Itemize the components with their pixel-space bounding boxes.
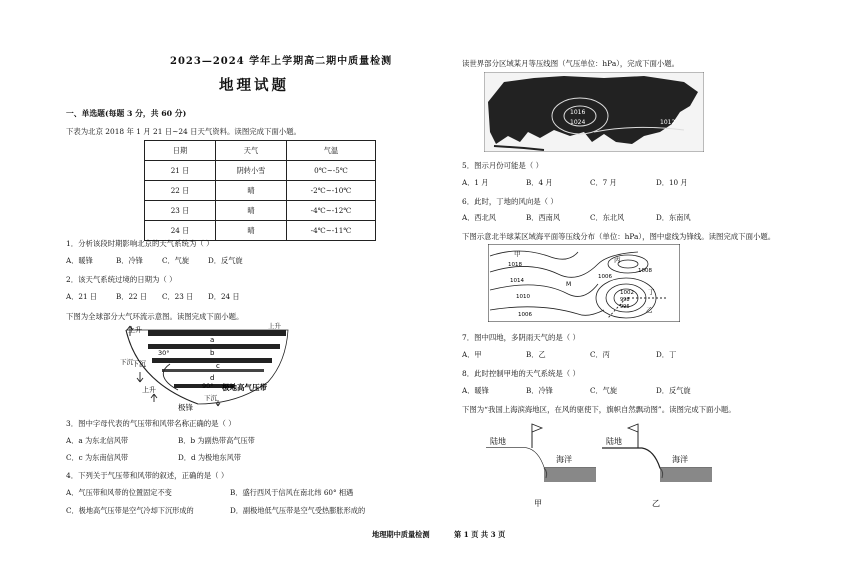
figure-label: 下沉 (204, 394, 217, 402)
map-label: 1006 (598, 274, 612, 280)
map-label: 乙 (646, 306, 653, 314)
map-label: 1002 (620, 290, 634, 296)
table-cell: 23 日 (145, 201, 216, 221)
option: B．冷锋 (526, 386, 553, 395)
coast-land-label: 陆地 (490, 437, 506, 446)
exam-title: 2023—2024 学年上学期高二期中质量检测 (170, 56, 393, 67)
coast-figure-yi (602, 420, 714, 510)
map-label: 1006 (518, 312, 532, 318)
isobar-map (484, 72, 704, 152)
option: D．d 为极地东风带 (178, 453, 241, 462)
figure-label: 90° (202, 382, 214, 390)
option: C．气旋 (162, 256, 190, 265)
option: B．乙 (526, 350, 546, 359)
option: D．东南风 (656, 213, 691, 222)
table-cell: -4℃~-12℃ (287, 201, 376, 221)
isobar-intro: 读世界部分区域某月等压线图（气压单位：hPa），完成下面小题。 (462, 59, 680, 68)
option: A．暖锋 (462, 386, 489, 395)
coast-intro: 下图为“我国上海滨海地区，在风的驱使下，旗帜自然飘动图”。读图完成下面小题。 (462, 405, 736, 414)
option: C．c 为东南信风带 (66, 453, 129, 462)
option: D．副极地低气压带是空气受热膨胀形成的 (230, 506, 366, 515)
table-cell: 0℃~-5℃ (287, 161, 376, 181)
question-2: 2．该天气系统过境的日期为（ ） (66, 275, 177, 284)
coast-figure-jia (486, 420, 598, 510)
option: D．10 月 (656, 178, 688, 187)
map-label: 丙 (614, 256, 621, 264)
circulation-figure (118, 322, 304, 412)
table-intro: 下表为北京 2018 年 1 月 21 日~24 日天气资料。读图完成下面小题。 (66, 127, 301, 136)
option: C．极地高气压带是空气冷却下沉形成的 (66, 506, 194, 515)
figure-label: 30° (158, 349, 170, 357)
map-label: 1008 (638, 268, 652, 274)
figure-label: b (210, 349, 215, 357)
option: A．气压带和风带的位置固定不变 (66, 488, 172, 497)
figure-label: 上升 (268, 322, 281, 330)
table-cell: 21 日 (145, 161, 216, 181)
table-header: 日期 (145, 141, 216, 161)
option: A．21 日 (66, 292, 97, 301)
table-cell: 晴 (216, 201, 287, 221)
front-isobar-map (488, 244, 680, 322)
table-header: 气温 (287, 141, 376, 161)
question-1: 1．分析该段时期影响北京的天气系统为（ ） (66, 239, 214, 248)
question-4: 4．下列关于气压带和风带的叙述，正确的是（ ） (66, 471, 229, 480)
footer-title: 地理期中质量检测 (372, 530, 430, 539)
map-label: 1016 (570, 109, 586, 116)
option: D．反气旋 (656, 386, 691, 395)
question-8: 8．此时控制甲地的天气系统是（ ） (462, 369, 580, 378)
figure-label: 极锋 (178, 403, 193, 412)
map-label: 1018 (508, 262, 522, 268)
weather-table (144, 140, 376, 241)
subject-title: 地理试题 (219, 77, 289, 94)
option: B．西南风 (526, 213, 561, 222)
figure-label: 上升 (128, 326, 142, 334)
figure-label: a (210, 336, 215, 344)
question-5: 5．图示月份可能是（ ） (462, 161, 543, 170)
option: C．7 月 (590, 178, 617, 187)
coast-sea-label: 海洋 (672, 455, 688, 464)
option: C．东北风 (590, 213, 625, 222)
map-label: 996 (620, 304, 630, 310)
option: A．甲 (462, 350, 482, 359)
option: A．西北风 (462, 213, 496, 222)
coast-land-label: 陆地 (606, 437, 622, 446)
option: B．22 日 (116, 292, 148, 301)
option: B．盛行西风于信风在南北纬 60° 相遇 (230, 488, 354, 497)
option: B．冷锋 (116, 256, 143, 265)
front-intro: 下图示意北半球某区域海平面等压线分布（单位：hPa），图中虚线为锋线。读图完成下面小题。 (462, 232, 776, 241)
option: C．气旋 (590, 386, 618, 395)
map-label: 甲 (514, 250, 521, 258)
option: B．b 为副热带高气压带 (178, 436, 255, 445)
table-cell: 阴转小雪 (216, 161, 287, 181)
table-cell: -4℃~-11℃ (287, 221, 376, 241)
page-number: 第 1 页 共 3 页 (454, 530, 506, 539)
option: C．丙 (590, 350, 610, 359)
option: D．反气旋 (208, 256, 243, 265)
question-6: 6．此时，丁地的风向是（ ） (462, 197, 558, 206)
option: A．1 月 (462, 178, 489, 187)
map-label: 1010 (516, 294, 530, 300)
map-label: 1024 (570, 119, 586, 126)
figure-label: 极地高气压带 (222, 383, 267, 392)
section-heading: 一、单选题(每题 3 分，共 60 分) (66, 109, 187, 118)
figure-label: 下沉 (132, 360, 146, 368)
map-label: 1014 (510, 278, 524, 284)
option: B．4 月 (526, 178, 553, 187)
map-label: M (566, 281, 572, 288)
map-label: 丁 (648, 288, 655, 296)
figure-label: 下沉 (120, 358, 133, 366)
map-label: 1012 (660, 119, 676, 126)
option: C．23 日 (162, 292, 194, 301)
table-cell: 晴 (216, 181, 287, 201)
table-header: 天气 (216, 141, 287, 161)
table-cell: 24 日 (145, 221, 216, 241)
option: A．a 为东北信风带 (66, 436, 129, 445)
map-label: 998 (620, 297, 630, 303)
figure-label: d (210, 374, 215, 382)
coast-caption: 乙 (652, 499, 660, 508)
option: A．暖锋 (66, 256, 93, 265)
option: D．24 日 (208, 292, 240, 301)
table-cell: -2℃~-10℃ (287, 181, 376, 201)
coast-sea-label: 海洋 (556, 455, 572, 464)
table-cell: 22 日 (145, 181, 216, 201)
figure-label: c (216, 362, 220, 370)
figure-label: 上升 (142, 386, 156, 394)
question-3: 3．图中字母代表的气压带和风带名称正确的是（ ） (66, 419, 236, 428)
question-7: 7．图中四地，多阴雨天气的是（ ） (462, 333, 580, 342)
table-cell: 晴 (216, 221, 287, 241)
coast-caption: 甲 (534, 499, 542, 508)
option: D．丁 (656, 350, 677, 359)
belts-intro: 下图为全球部分大气环流示意图。读图完成下面小题。 (66, 312, 244, 321)
